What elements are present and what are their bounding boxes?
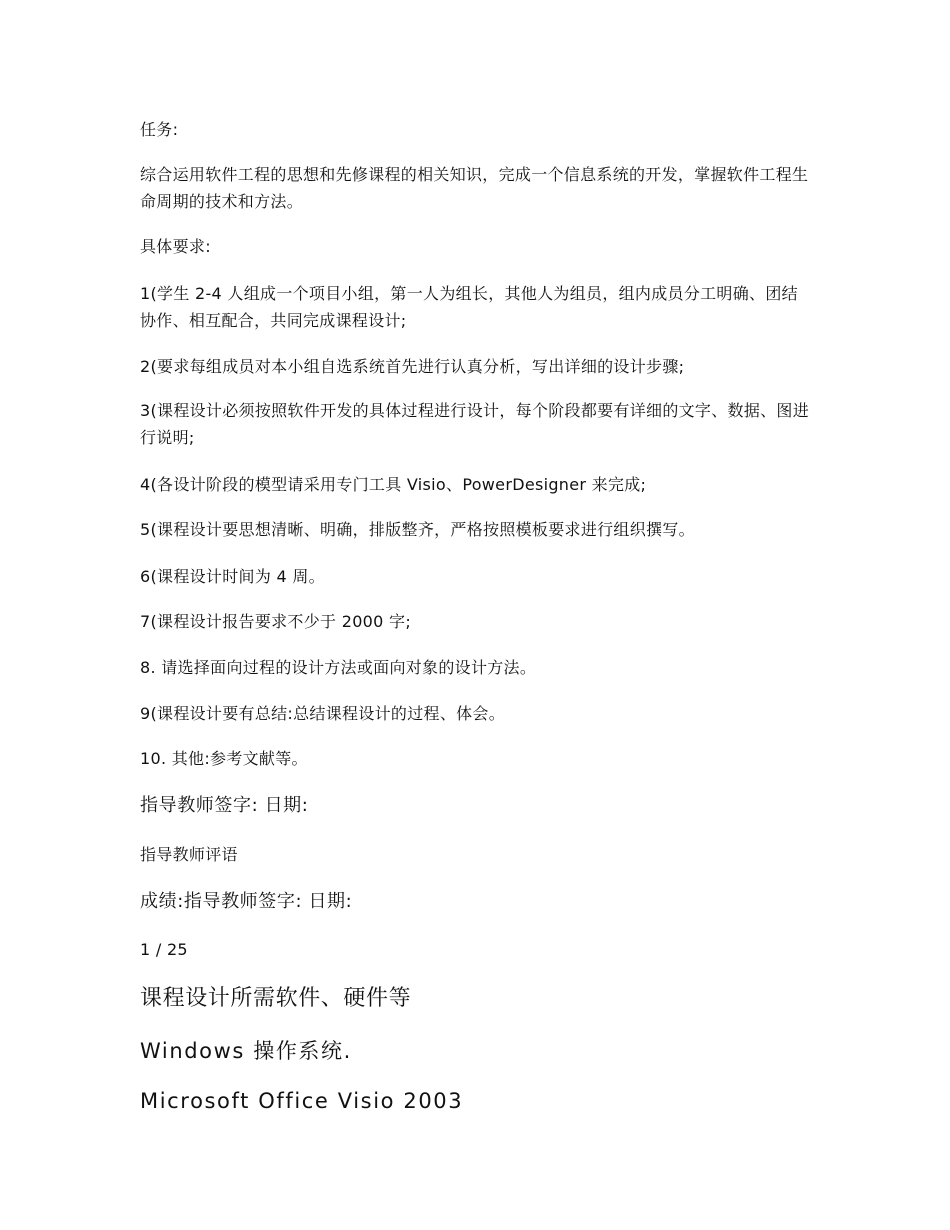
signature-line: 指导教师签字: 日期: <box>140 795 309 816</box>
grade-signature-line: 成绩:指导教师签字: 日期: <box>140 891 353 912</box>
requirement-item: 9(课程设计要有总结:总结课程设计的过程、体会。 <box>140 704 506 723</box>
requirement-item: 10. 其他:参考文献等。 <box>140 749 308 768</box>
requirement-item: 7(课程设计报告要求不少于 2000 字; <box>140 612 412 631</box>
requirement-item: 4(各设计阶段的模型请采用专门工具 Visio、PowerDesigner 来完成; <box>140 475 647 494</box>
page-number: 1 / 25 <box>140 940 188 959</box>
evaluation-label: 指导教师评语 <box>140 845 238 864</box>
requirement-item: 6(课程设计时间为 4 周。 <box>140 567 325 586</box>
requirement-item: 1(学生 2-4 人组成一个项目小组，第一人为组长，其他人为组员，组内成员分工明确、团结协作、相互配合，共同完成课程设计; <box>140 284 798 330</box>
task-text: 综合运用软件工程的思想和先修课程的相关知识，完成一个信息系统的开发，掌握软件工程生命周期的技术和方法。 <box>140 165 809 211</box>
requirement-item: 8. 请选择面向过程的设计方法或面向对象的设计方法。 <box>140 658 537 677</box>
requirement-item: 2(要求每组成员对本小组自选系统首先进行认真分析，写出详细的设计步骤; <box>140 357 685 376</box>
task-heading: 任务: <box>140 120 179 139</box>
requirement-item: 3(课程设计必须按照软件开发的具体过程进行设计，每个阶段都要有详细的文字、数据、图进行说明; <box>140 401 810 447</box>
requirement-item: 5(课程设计要思想清晰、明确，排版整齐，严格按照模板要求进行组织撰写。 <box>140 520 695 539</box>
software-item: Microsoft Office Visio 2003 <box>140 1089 464 1113</box>
section-title: 课程设计所需软件、硬件等 <box>140 986 412 1011</box>
software-item: Windows 操作系统. <box>140 1039 352 1063</box>
requirements-heading: 具体要求: <box>140 237 211 256</box>
